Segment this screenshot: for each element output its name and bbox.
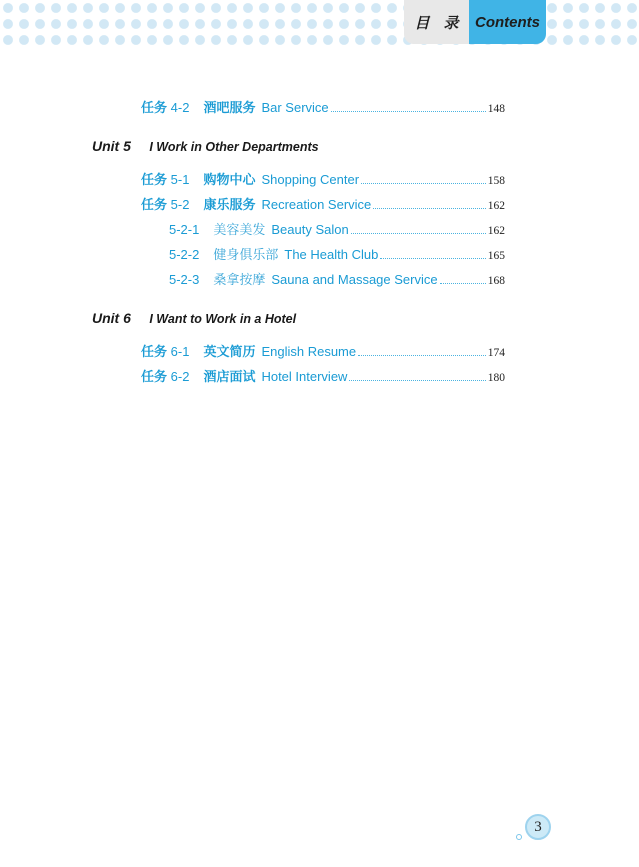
- toc-entry-number: 任务 6-2: [141, 369, 190, 384]
- toc-entry-page: 148: [487, 103, 505, 115]
- toc-entry-number: 任务 6-1: [141, 344, 190, 359]
- toc-entry-6-1[interactable]: [141, 341, 505, 360]
- toc-entry-number: 5-2-1: [169, 222, 200, 237]
- page-number-badge: 3: [525, 814, 551, 840]
- toc-entry-en-title: Bar Service: [261, 100, 329, 115]
- toc-entry-en-title: Shopping Center: [261, 172, 360, 187]
- toc-entry-number: 5-2-3: [169, 272, 200, 287]
- toc-entry-cn-title: 酒店面试: [203, 369, 256, 384]
- toc-entry-cn-title: 美容美发: [213, 223, 266, 238]
- toc-entry-page: 180: [487, 372, 505, 384]
- toc-entry-5-2-3[interactable]: [169, 269, 505, 288]
- toc-entry-page: 174: [487, 347, 505, 359]
- unit-title: I Want to Work in a Hotel: [149, 312, 297, 326]
- toc-entry-cn-title: 桑拿按摩: [213, 273, 266, 288]
- toc-leader-dots: [440, 282, 486, 284]
- toc-leader-dots: [349, 379, 485, 381]
- toc-entry-number: 任务 5-2: [141, 197, 190, 212]
- unit-label: Unit 5: [92, 138, 131, 154]
- toc-leader-dots: [380, 257, 485, 259]
- unit-5-heading: [92, 138, 319, 156]
- toc-leader-dots: [331, 110, 486, 112]
- toc-entry-page: 162: [487, 200, 505, 212]
- header-cn-char-2: 录: [443, 13, 459, 32]
- toc-leader-dots: [373, 207, 485, 209]
- toc-entry-cn-title: 康乐服务: [203, 197, 256, 212]
- header-en-label: Contents: [469, 0, 546, 44]
- toc-entry-cn-title: 健身俱乐部: [213, 248, 279, 263]
- toc-entry-cn-title: 酒吧服务: [203, 100, 256, 115]
- toc-entry-4-2[interactable]: [141, 97, 505, 116]
- toc-entry-en-title: The Health Club: [284, 247, 379, 262]
- header-cn-label: [404, 0, 469, 44]
- header-contents-tab: [404, 0, 546, 44]
- toc-entry-en-title: Sauna and Massage Service: [271, 272, 438, 287]
- toc-entry-en-title: English Resume: [261, 344, 357, 359]
- unit-label: Unit 6: [92, 310, 131, 326]
- toc-entry-page: 168: [487, 275, 505, 287]
- toc-entry-5-1[interactable]: [141, 169, 505, 188]
- toc-leader-dots: [351, 232, 486, 234]
- toc-entry-5-2-1[interactable]: [169, 219, 505, 238]
- toc-entry-number: 任务 4-2: [141, 100, 190, 115]
- toc-entry-number: 任务 5-1: [141, 172, 190, 187]
- toc-entry-cn-title: 购物中心: [203, 172, 256, 187]
- toc-leader-dots: [361, 182, 486, 184]
- toc-entry-6-2[interactable]: [141, 366, 505, 385]
- unit-6-heading: [92, 310, 296, 328]
- toc-entry-cn-title: 英文简历: [203, 344, 256, 359]
- toc-entry-page: 158: [487, 175, 505, 187]
- toc-entry-5-2-2[interactable]: [169, 244, 505, 263]
- toc-entry-en-title: Hotel Interview: [261, 369, 348, 384]
- toc-leader-dots: [358, 354, 486, 356]
- toc-entry-en-title: Recreation Service: [261, 197, 372, 212]
- toc-entry-en-title: Beauty Salon: [271, 222, 349, 237]
- page-number-dot: [516, 834, 522, 840]
- toc-entry-number: 5-2-2: [169, 247, 200, 262]
- toc-entry-5-2[interactable]: [141, 194, 505, 213]
- unit-title: I Work in Other Departments: [149, 140, 319, 154]
- header-cn-char-1: 目: [414, 13, 430, 32]
- toc-entry-page: 162: [487, 225, 505, 237]
- toc-entry-page: 165: [487, 250, 505, 262]
